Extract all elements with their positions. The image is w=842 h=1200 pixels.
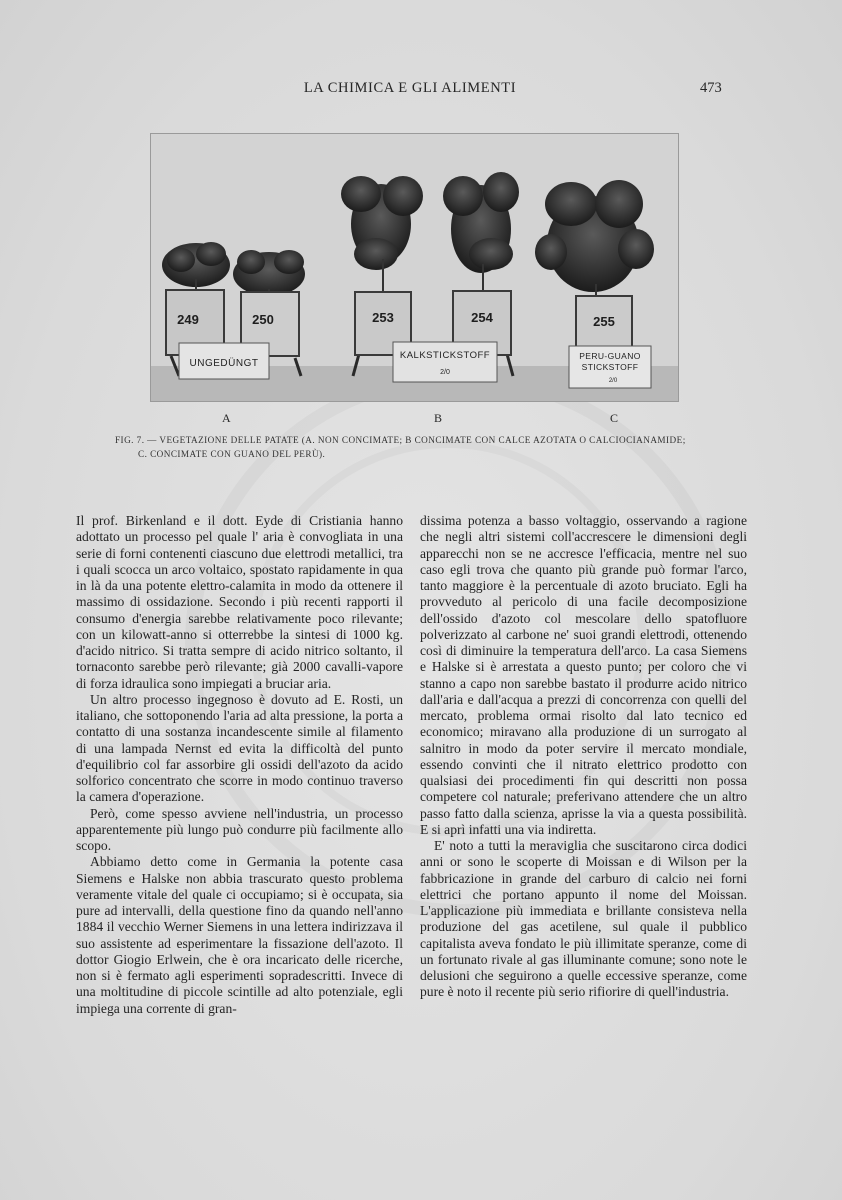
text-column-left <box>76 513 403 1017</box>
figure-letter-b: B <box>434 411 443 425</box>
caption-line-2: C. CONCIMATE CON GUANO DEL PERÙ). <box>138 449 326 459</box>
sign-c-line2: STICKSTOFF <box>581 362 639 372</box>
pot-label-250: 250 <box>252 312 274 327</box>
text-column-right <box>420 513 747 1001</box>
paragraph: Il prof. Birkenland e il dott. Eyde di Cristiania hanno adottato un processo pel quale l' aria è convogliata in una serie di forni contenenti ciascuno due elettrodi metallici, tra i quali scocca un arco voltaico, spostato rapidamente in qua in là da una potente elettro-calamita in modo da ottenere il massimo di ossidazione. Secondo i più recenti rapporti il consumo d'energia sarebbe relativamente poco rilevante; con un kilowatt-anno si otterrebbe la sintesi di 1000 kg. d'acido nitrico. Si tratta sempre di acido nitrico soltanto, il tornaconto sarebbe però rilevante; già 2000 cavalli-vapore di forza idraulica sono impiegati a bruciar aria. <box>76 513 403 691</box>
sign-b-small: 2/0 <box>440 369 450 376</box>
paragraph: Un altro processo ingegnoso è dovuto ad E. Rosti, un italiano, che sottoponendo l'aria ad alta pressione, la porta a contatto di una sostanza incandescente simile al filamento di una lampada Nernst ed evita la difficoltà del punto d'equilibrio col far assorbire gli ossidi dell'azoto da acido solforico concentrato che scorre in modo continuo traverso la camera d'operazione. <box>76 691 403 805</box>
caption-line-1: FIG. 7. — VEGETAZIONE DELLE PATATE (A. NON CONCIMATE; B CONCIMATE CON CALCE AZOTATA O CALCIOCIANAMIDE; <box>115 435 686 445</box>
sign-b-text: KALKSTICKSTOFF <box>399 350 491 361</box>
figure-photo <box>150 133 679 402</box>
pot-label-255: 255 <box>593 314 615 329</box>
sign-c-line1: PERU-GUANO <box>579 351 641 361</box>
figure-letter-a: A <box>222 411 231 425</box>
running-title: LA CHIMICA E GLI ALIMENTI <box>303 80 517 96</box>
figure-letter-c: C <box>610 411 619 425</box>
paragraph: E' noto a tutti la meraviglia che suscitarono circa dodici anni or sono le scoperte di Moissan e di Wilson per la fabbricazione in grande del carburo di calcio nei forni elettrici che portano appunto il nome del Moissan. L'applicazione più immediata e brillante consisteva nella produzione del gas acetilene, sul quale il pubblico capitalista aveva fondato le più illimitate speranze, come di un fortunato rivale al gas illuminante comune; sono note le delusioni che seguirono a quelle eccessive speranze, come pure è noto il recente più serio rifiorire di quell'industria. <box>420 838 747 1000</box>
running-header <box>0 80 842 100</box>
page-number: 473 <box>700 80 722 96</box>
figure-group-letters <box>0 411 842 427</box>
pot-label-254: 254 <box>471 310 493 325</box>
sign-c-small: 2/0 <box>608 378 618 384</box>
figure-photo-svg <box>151 134 678 401</box>
paragraph: dissima potenza a basso voltaggio, osservando a ragione che negli altri sistemi coll'accrescere le dimensioni degli apparecchi non se ne accresce l'efficacia, mentre nel suo caso egli trova che quanto più grande può formar l'arco, tanto maggiore è la percentuale di azoto bruciato. Egli ha provveduto al pericolo di una facile decomposizione dell'ossido d'azoto col mescolare dello spatofluore polverizzato al carbone ne' suoi grandi elettrodi, ottenendo così di diminuire la temperatura dell'arco. La casa Siemens e Halske si è arrestata a questo punto; per coloro che vi stanno a capo non sarebbe bastato il produrre acido nitrico dall'aria e dall'acqua a prezzi di concorrenza con quelli del mercato, problema ormai risolto dal lato tecnico ed economico; miravano alla produzione di un surrogato al salnitro in modo da poter servire il mercato mondiale, essendo convinti che il nitrato elettrico prodotto con qualsiasi dei procedimenti fin qui descritti non possa competere col naturale; preferivano attendere che un altro passo fatto dalla scienza, aprisse la via a questa possibilità. E si aprì infatti una via indiretta. <box>420 513 747 837</box>
figure-caption <box>115 433 735 461</box>
paragraph: Abbiamo detto come in Germania la potente casa Siemens e Halske non abbia trascurato questo problema veramente vitale del quale ci occupiamo; si è occupata, sia pure ad intervalli, della questione fino da quando nell'anno 1884 il vecchio Werner Siemens in una lettera indirizzava il suo assistente ad esperimentare la fissazione dell'azoto. Il dottor Giogio Erlwein, che è ora incaricato delle ricerche, non si è fermato agli esperimenti sopradescritti. Invece di una moltitudine di piccole scintille ad alto potenziale, egli impiega una corrente di gran- <box>76 854 403 1016</box>
paragraph: Però, come spesso avviene nell'industria, un processo apparentemente più lungo può condurre più facilmente allo scopo. <box>76 805 403 853</box>
pot-label-249: 249 <box>177 312 199 327</box>
pot-label-253: 253 <box>372 310 394 325</box>
sign-a-text: UNGEDÜNGT <box>189 358 259 369</box>
